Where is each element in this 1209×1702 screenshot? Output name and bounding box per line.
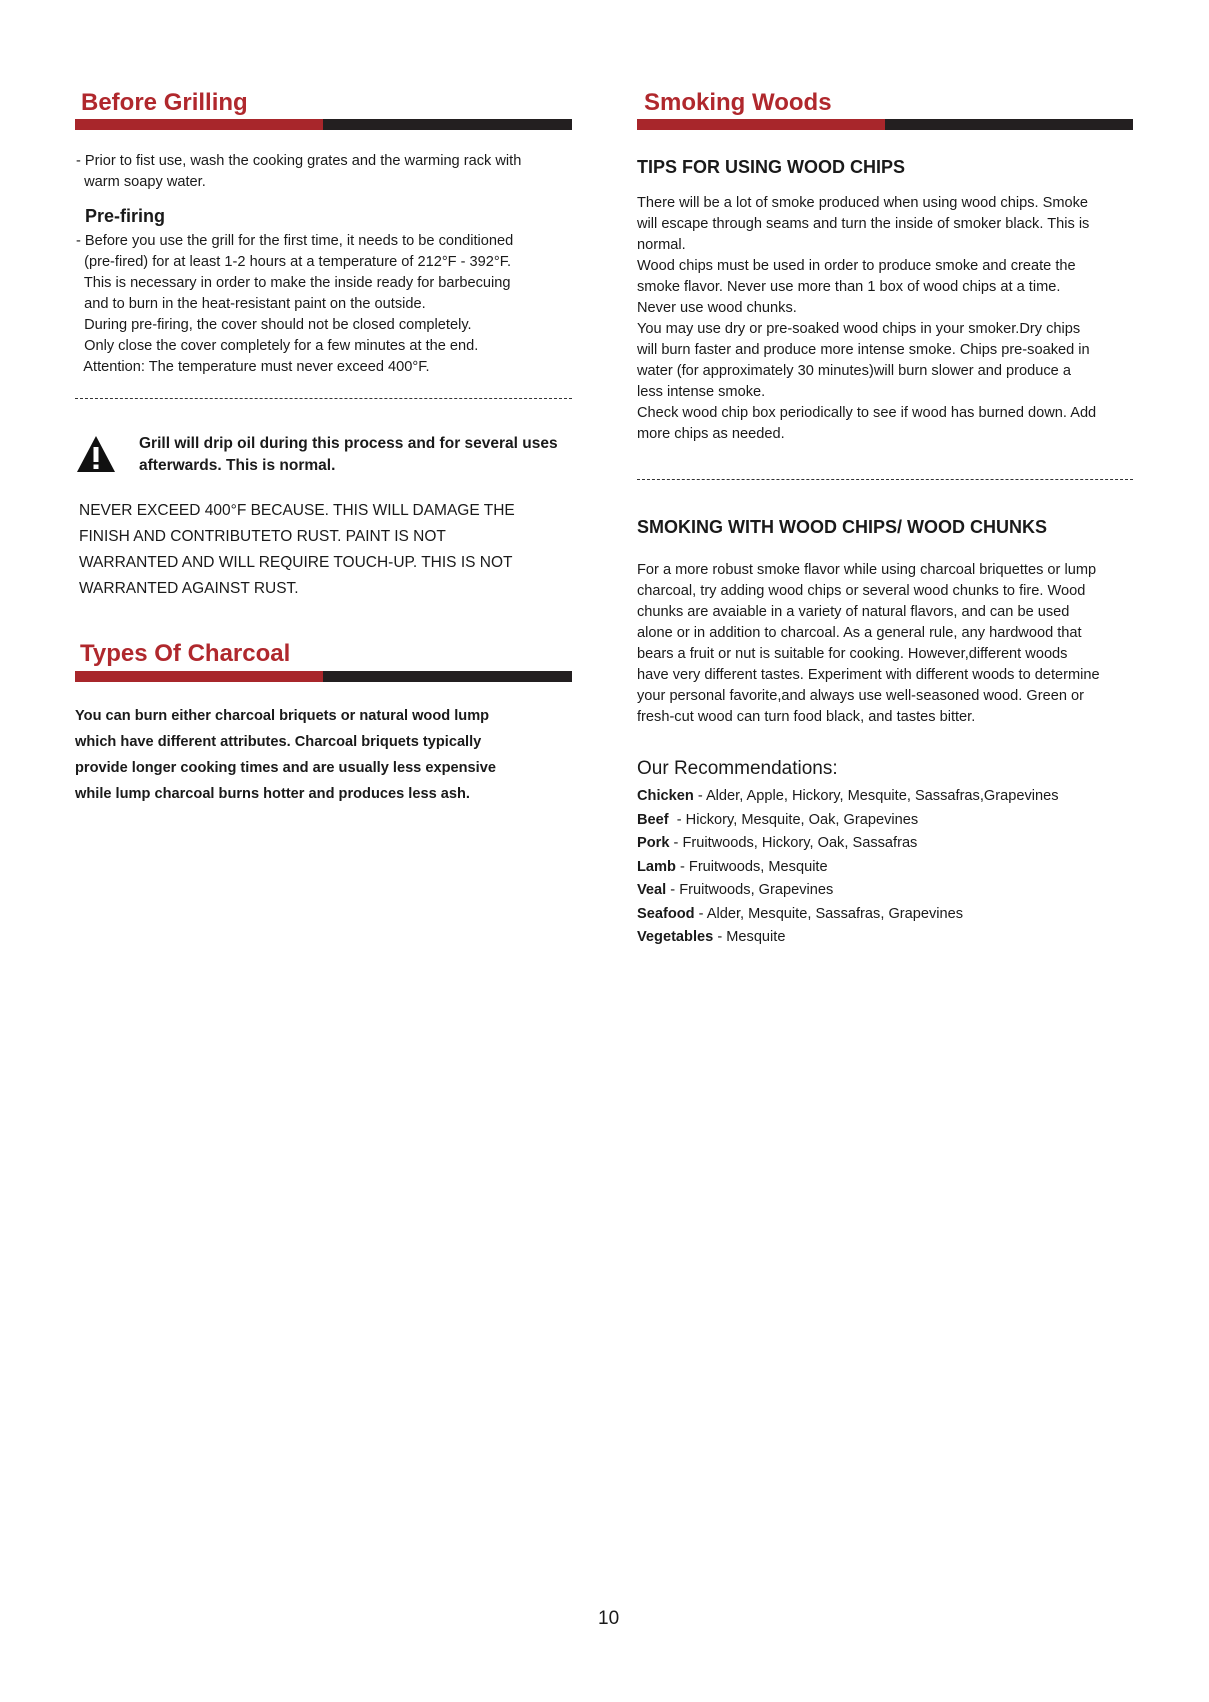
recommendation-separator: - bbox=[666, 882, 680, 898]
tips-text: There will be a lot of smoke produced when using wood chips. Smoke will escape through seams and turn the inside of smoker black. This is normal. Wood chips must be used in order to produce smoke and create the smoke flavor. Never use more than 1 box of wood chips at a time. Never use wood chunks. You may use dry or pre-soaked wood chips in your smoker.Dry chips will burn faster and produce more intense smoke. Chips pre-soaked in water (for approximately 30 minutes)will burn slower and produce a less intense smoke. Check wood chip box periodically to see if wood has burned down. Add more chips as needed. bbox=[637, 195, 1097, 442]
recommendation-meat: Beef bbox=[637, 811, 669, 828]
left-dashed-divider bbox=[75, 398, 572, 399]
recommendation-woods: Fruitwoods, Mesquite bbox=[688, 858, 828, 875]
types-of-charcoal-title: Types Of Charcoal bbox=[80, 640, 291, 667]
recommendation-woods: Fruitwoods, Hickory, Oak, Sassafras bbox=[682, 835, 918, 851]
recommendation-item bbox=[637, 785, 1059, 809]
types-of-charcoal-divider bbox=[75, 671, 572, 682]
page-number: 10 bbox=[598, 1608, 620, 1629]
recommendation-item bbox=[637, 879, 833, 903]
warning-icon bbox=[76, 435, 116, 473]
smoking-chunks-title: SMOKING WITH WOOD CHIPS/ WOOD CHUNKS bbox=[637, 517, 1047, 537]
smoking-woods-divider bbox=[637, 119, 1133, 130]
recommendation-item bbox=[637, 809, 918, 833]
recommendations-title: Our Recommendations: bbox=[637, 758, 838, 779]
recommendation-item bbox=[637, 832, 917, 856]
recommendation-separator: - bbox=[675, 858, 689, 875]
recommendation-separator: - bbox=[693, 788, 706, 804]
tips-title: TIPS FOR USING WOOD CHIPS bbox=[637, 157, 906, 177]
smoking-woods-title: Smoking Woods bbox=[644, 89, 832, 116]
before-grilling-intro: - Prior to fist use, wash the cooking grates and the warming rack with warm soapy water. bbox=[76, 153, 522, 190]
recommendation-woods: Alder, Mesquite, Sassafras, Grapevines bbox=[706, 905, 964, 922]
recommendation-item bbox=[637, 856, 828, 880]
right-dashed-divider bbox=[637, 479, 1133, 480]
before-grilling-divider bbox=[75, 119, 572, 130]
recommendation-separator: - bbox=[694, 905, 707, 922]
recommendation-woods: Alder, Apple, Hickory, Mesquite, Sassafras,Grapevines bbox=[705, 788, 1059, 804]
prefiring-text: - Before you use the grill for the first time, it needs to be conditioned (pre-fired) for at least 1-2 hours at a temperature of 212°F - 392°F. This is necessary in order to make the inside ready for barbecuing and to burn in the heat-resistant paint on the outside. During pre-firing, the cover should not be closed completely. Only close the cover completely for a few minutes at the end. Attention: The temperature must never exceed 400°F. bbox=[76, 233, 514, 375]
recommendation-meat: Veal bbox=[637, 882, 667, 898]
caution-caps-text: NEVER EXCEED 400°F BECAUSE. THIS WILL DAMAGE THE FINISH AND CONTRIBUTETO RUST. PAINT IS NOT WARRANTED AND WILL REQUIRE TOUCH-UP. THIS IS NOT WARRANTED AGAINST RUST. bbox=[79, 502, 515, 597]
warning-text: Grill will drip oil during this process and for several uses afterwards. This is normal. bbox=[139, 435, 558, 474]
recommendations-list bbox=[637, 785, 1137, 955]
smoking-chunks-text: For a more robust smoke flavor while using charcoal briquettes or lump charcoal, try adding wood chips or several wood chunks to fire. Wood chunks are avaiable in a variety of natural flavors, and can be used alone or in addition to charcoal. As a general rule, any hardwood that bears a fruit or nut is suitable for cooking. However,different woods have very different tastes. Experiment with different woods to determine your personal favorite,and always use well-seasoned wood. Green or fresh-cut wood can turn food black, and tastes bitter. bbox=[637, 562, 1100, 725]
recommendation-meat: Chicken bbox=[637, 788, 694, 804]
recommendation-separator: - bbox=[669, 835, 683, 851]
recommendation-meat: Pork bbox=[637, 835, 670, 851]
charcoal-text: You can burn either charcoal briquets or natural wood lump which have different attributes. Charcoal briquets typically provide longer cooking times and are usually less expensive while lump charcoal burns hotter and produces less ash. bbox=[75, 708, 496, 802]
recommendation-woods: Mesquite bbox=[726, 929, 786, 945]
recommendation-woods: Fruitwoods, Grapevines bbox=[679, 882, 834, 898]
recommendation-woods: Hickory, Mesquite, Oak, Grapevines bbox=[685, 811, 919, 828]
recommendation-separator: - bbox=[713, 929, 727, 945]
prefiring-title: Pre-firing bbox=[85, 206, 166, 226]
before-grilling-title: Before Grilling bbox=[81, 89, 248, 116]
recommendation-item bbox=[637, 926, 785, 950]
recommendation-item bbox=[637, 903, 963, 927]
recommendation-meat: Lamb bbox=[637, 858, 676, 875]
recommendation-meat: Vegetables bbox=[637, 929, 714, 945]
recommendation-separator: - bbox=[668, 811, 686, 828]
recommendation-meat: Seafood bbox=[637, 905, 695, 922]
